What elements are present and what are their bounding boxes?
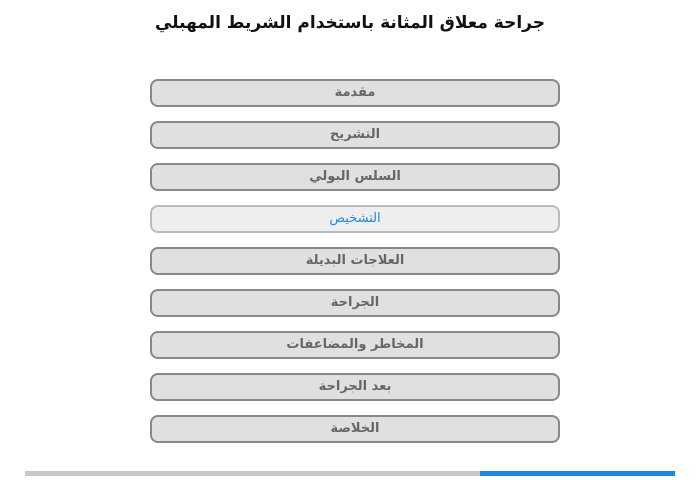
menu-item-introduction[interactable]: مقدمة	[150, 79, 560, 107]
menu-item-diagnosis[interactable]: التشخيص	[150, 205, 560, 233]
menu-item-alternative-treatments[interactable]: العلاجات البديلة	[150, 247, 560, 275]
menu-item-after-surgery[interactable]: بعد الجراحة	[150, 373, 560, 401]
menu-item-risks-complications[interactable]: المخاطر والمضاعفات	[150, 331, 560, 359]
page-title: جراحة معلاق المثانة باستخدام الشريط المهبلي	[154, 13, 546, 33]
progress-bar-fill	[480, 471, 675, 476]
menu-item-urinary-incontinence[interactable]: السلس البولي	[150, 163, 560, 191]
menu-item-anatomy[interactable]: التشريح	[150, 121, 560, 149]
menu-item-surgery[interactable]: الجراحة	[150, 289, 560, 317]
progress-bar	[25, 471, 675, 476]
chapter-menu	[150, 79, 560, 457]
menu-item-summary[interactable]: الخلاصة	[150, 415, 560, 443]
